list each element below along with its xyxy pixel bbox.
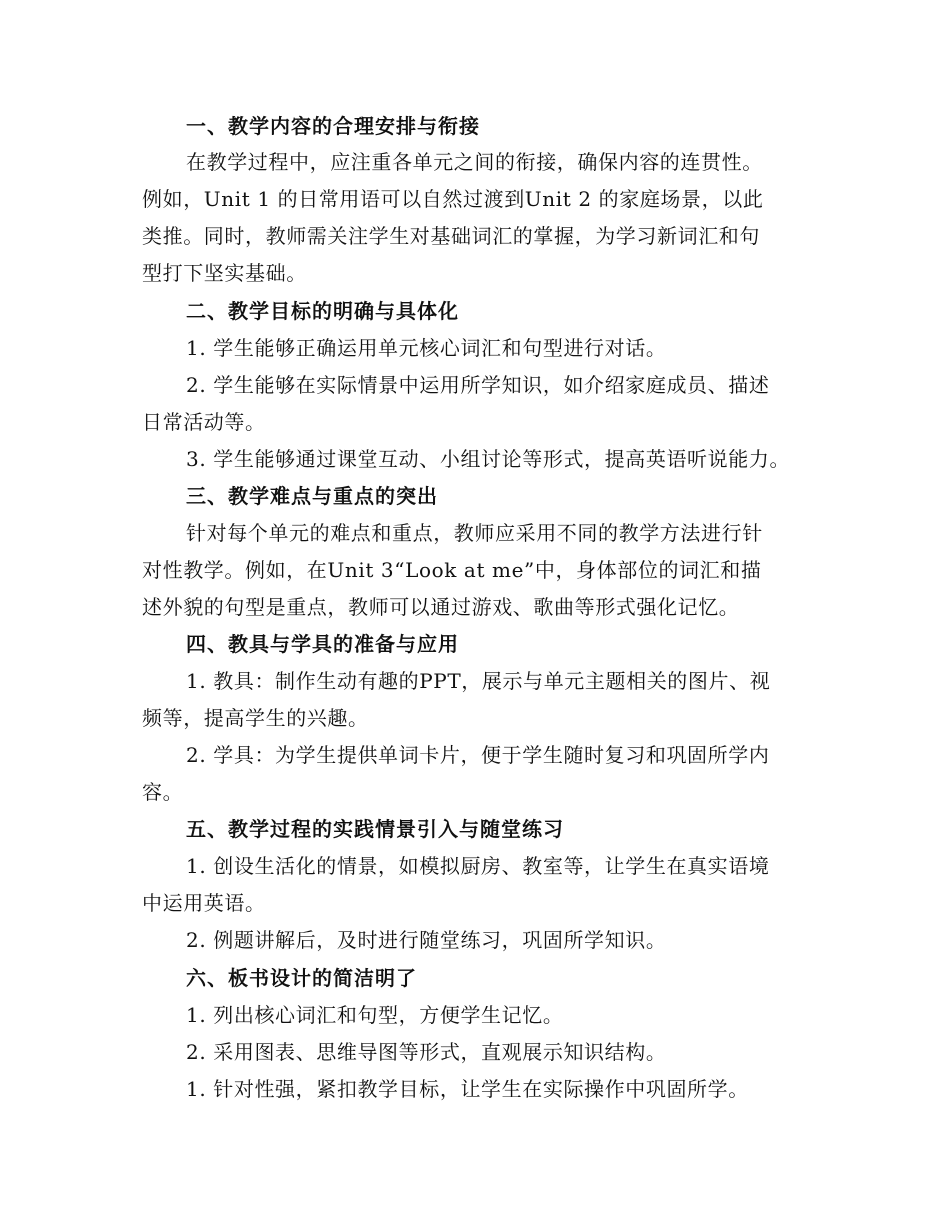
- list-item-continuation: 中运用英语。: [142, 891, 266, 915]
- section-heading-3: 三、教学难点与重点的突出: [186, 484, 438, 508]
- paragraph-line: 对性教学。例如，在Unit 3“Look at me”中，身体部位的词汇和描: [142, 558, 762, 582]
- paragraph-line: 型打下坚实基础。: [142, 261, 307, 285]
- list-item-continuation: 频等，提高学生的兴趣。: [142, 706, 369, 730]
- list-item: 1. 针对性强，紧扣教学目标，让学生在实际操作中巩固所学。: [186, 1077, 749, 1101]
- section-heading-2: 二、教学目标的明确与具体化: [186, 299, 459, 323]
- list-item: 2. 学具：为学生提供单词卡片，便于学生随时复习和巩固所学内: [186, 743, 770, 767]
- list-item: 1. 列出核心词汇和句型，方便学生记忆。: [186, 1003, 564, 1027]
- list-item: 2. 学生能够在实际情景中运用所学知识，如介绍家庭成员、描述: [186, 373, 770, 397]
- list-item: 2. 例题讲解后，及时进行随堂练习，巩固所学知识。: [186, 928, 667, 952]
- section-heading-4: 四、教具与学具的准备与应用: [186, 632, 459, 656]
- section-heading-1: 一、教学内容的合理安排与衔接: [186, 114, 480, 138]
- list-item-continuation: 日常活动等。: [142, 410, 266, 434]
- list-item: 3. 学生能够通过课堂互动、小组讨论等形式，提高英语听说能力。: [186, 447, 791, 471]
- paragraph-line: 例如，Unit 1 的日常用语可以自然过渡到Unit 2 的家庭场景，以此: [142, 187, 764, 211]
- paragraph-line: 在教学过程中，应注重各单元之间的衔接，确保内容的连贯性。: [186, 150, 763, 174]
- list-item: 2. 采用图表、思维导图等形式，直观展示知识结构。: [186, 1040, 667, 1064]
- paragraph-line: 类推。同时，教师需关注学生对基础词汇的掌握，为学习新词汇和句: [142, 224, 760, 248]
- section-heading-6: 六、板书设计的简洁明了: [186, 966, 417, 990]
- paragraph-line: 述外貌的句型是重点，教师可以通过游戏、歌曲等形式强化记忆。: [142, 595, 740, 619]
- section-heading-5: 五、教学过程的实践情景引入与随堂练习: [186, 817, 564, 841]
- list-item-continuation: 容。: [142, 780, 184, 804]
- list-item: 1. 教具：制作生动有趣的PPT，展示与单元主题相关的图片、视: [186, 669, 771, 693]
- list-item: 1. 学生能够正确运用单元核心词汇和句型进行对话。: [186, 336, 667, 360]
- list-item: 1. 创设生活化的情景，如模拟厨房、教室等，让学生在真实语境: [186, 854, 770, 878]
- paragraph-line: 针对每个单元的难点和重点，教师应采用不同的教学方法进行针: [186, 521, 763, 545]
